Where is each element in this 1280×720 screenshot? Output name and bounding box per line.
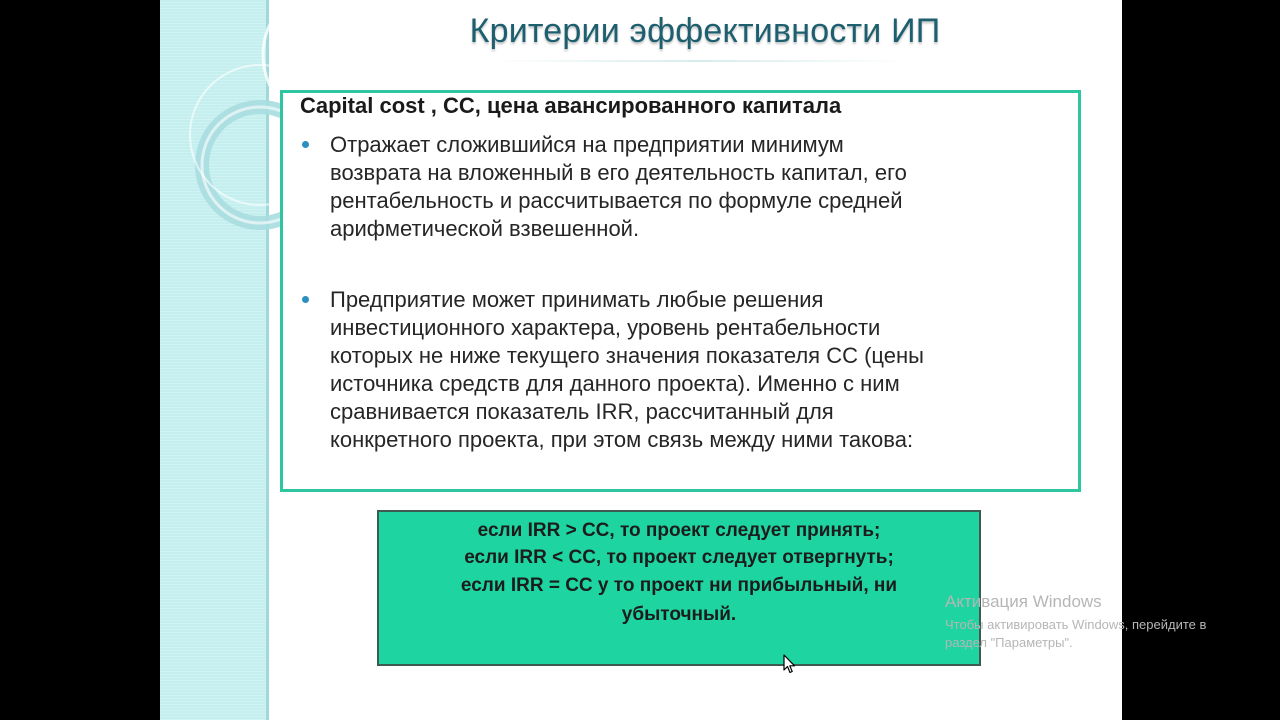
bullet-dot-icon <box>302 141 309 148</box>
bullet-line: которых не ниже текущего значения показателя CC (цены <box>330 343 924 368</box>
bullet-dot-icon <box>302 296 309 303</box>
bullet-line: конкретного проекта, при этом связь между ними такова: <box>330 427 914 452</box>
watermark-text <box>945 616 1275 652</box>
condition-line: если IRR > CC, то проект следует принять; <box>477 520 881 541</box>
windows-activation-watermark <box>945 592 1275 652</box>
bullet-line: рентабельность и рассчитывается по формуле средней <box>330 188 903 213</box>
bullet-line: арифметической взвешенной. <box>330 216 640 241</box>
bullet-line: возврата на вложенный в его деятельность капитал, его <box>330 160 907 185</box>
condition-line: если IRR < CC, то проект следует отвергнуть; <box>464 547 894 568</box>
bullet-line: Предприятие может принимать любые решения <box>330 287 824 312</box>
bullet-line: Отражает сложившийся на предприятии минимум <box>330 132 844 157</box>
conditions-box <box>377 510 981 666</box>
condition-line: убыточный. <box>621 604 737 625</box>
bullet-line: инвестиционного характера, уровень рентабельности <box>330 315 881 340</box>
title-underline <box>490 60 910 62</box>
mouse-pointer-icon <box>783 654 797 674</box>
watermark-title: Активация Windows <box>945 592 1102 611</box>
bullet-line: сравнивается показатель IRR, рассчитанный для <box>330 399 834 424</box>
bullet-text <box>330 286 1070 454</box>
slide-title: Критерии эффективности ИП <box>469 12 941 50</box>
watermark-line: раздел "Параметры". <box>945 635 1073 650</box>
watermark-line: Чтобы активировать Windows, перейдите в <box>945 617 1207 632</box>
content-heading: Capital cost , CC, цена авансированного капитала <box>300 93 842 118</box>
content-box <box>280 90 1081 492</box>
condition-line: если IRR = CC y то проект ни прибыльный, ни <box>460 575 898 596</box>
bullet-text <box>330 131 1070 243</box>
bullet-line: источника средств для данного проекта). Именно с ним <box>330 371 900 396</box>
